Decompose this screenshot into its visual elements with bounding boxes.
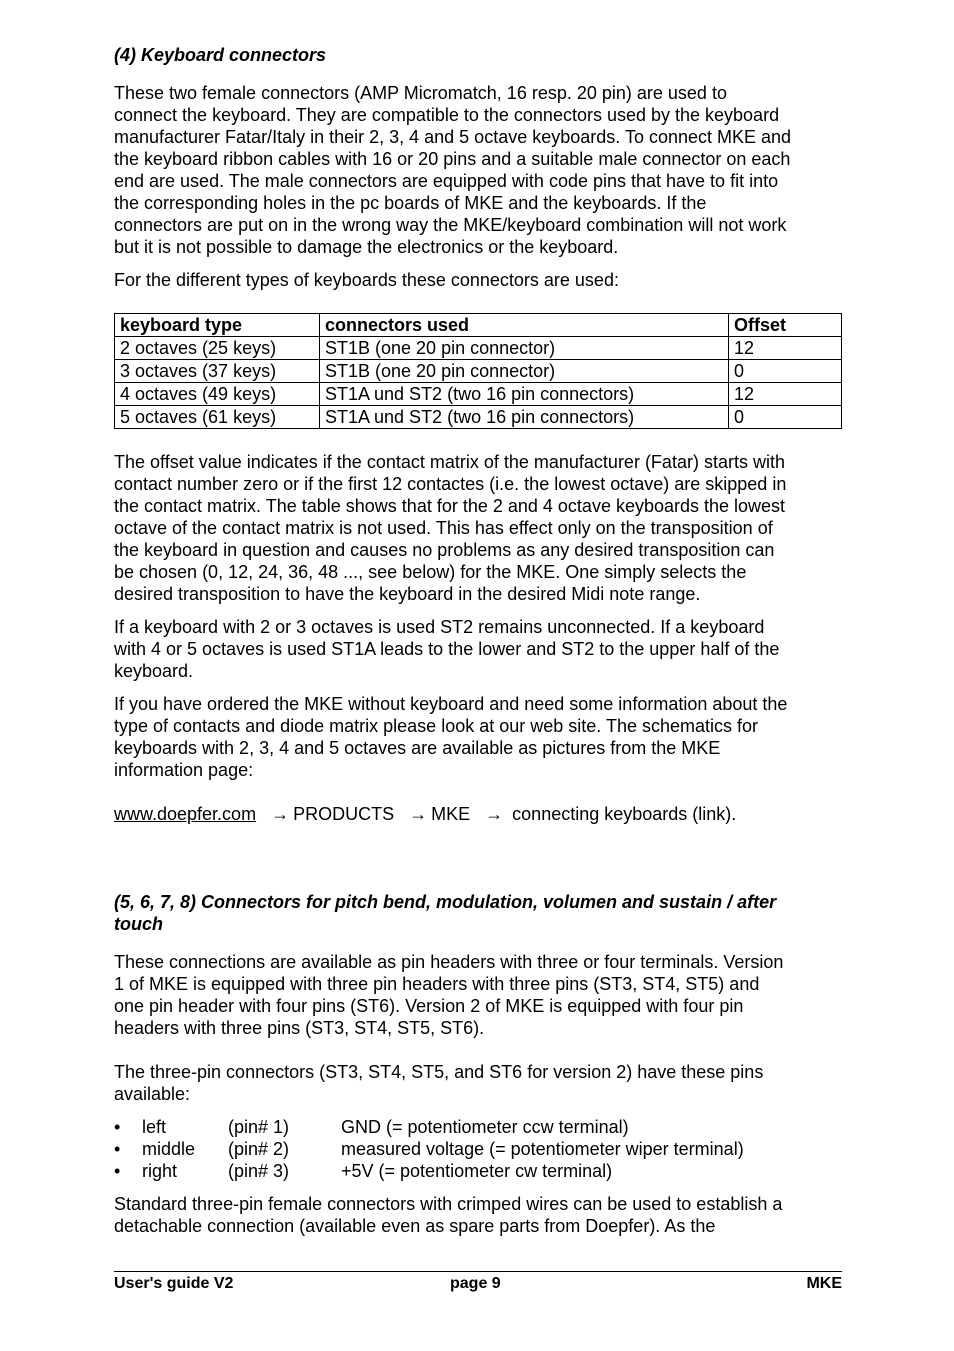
arrow-right-icon: → [485, 804, 504, 824]
table-cell: ST1B (one 20 pin connector) [320, 360, 729, 383]
table-cell: ST1B (one 20 pin connector) [320, 337, 729, 360]
table-row [115, 337, 842, 360]
paragraph-website-info: If you have ordered the MKE without keyboard and need some information about the type of contacts and diode matrix please look at our web site. The schematics for keyboards with 2, 3, 4 and 5 octaves are available as pictures from the MKE information page: [114, 694, 788, 780]
table-cell: 12 [729, 383, 842, 406]
paragraph-st2-usage: If a keyboard with 2 or 3 octaves is used ST2 remains unconnected. If a keyboard with 4 or 5 octaves is used ST1A leads to the lower and ST2 to the upper half of the keyboard. [114, 617, 780, 681]
table-cell: 2 octaves (25 keys) [115, 337, 320, 360]
paragraph-three-pin-intro: The three-pin connectors (ST3, ST4, ST5, and ST6 for version 2) have these pins available: [114, 1062, 764, 1104]
list-item: • left (pin# 1) GND (= potentiometer ccw terminal) [114, 1116, 842, 1138]
pin-list [114, 1116, 842, 1182]
page-footer [114, 1271, 842, 1292]
list-item: • middle (pin# 2) measured voltage (= potentiometer wiper terminal) [114, 1138, 842, 1160]
table-row [115, 406, 842, 429]
table-header-cell: Offset [729, 314, 842, 337]
navigation-path [114, 803, 842, 825]
paragraph-pin-headers: These connections are available as pin headers with three or four terminals. Version 1 of MKE is equipped with three pin headers with three pins (ST3, ST4, ST5) and one pin header with four pins (ST6). Version 2 of MKE is equipped with four pin headers with three pins (ST3, ST4, ST5, ST6). [114, 952, 784, 1038]
footer-page-number: page 9 [450, 1275, 501, 1292]
doepfer-website-link[interactable]: www.doepfer.com [114, 804, 257, 824]
keyboard-connector-table [114, 313, 842, 429]
list-item: • right (pin# 3) +5V (= potentiometer cw terminal) [114, 1160, 842, 1182]
table-cell: ST1A und ST2 (two 16 pin connectors) [320, 383, 729, 406]
table-header-cell: keyboard type [115, 314, 320, 337]
paragraph-connector-description: These two female connectors (AMP Micromatch, 16 resp. 20 pin) are used to connect the keyboard. They are compatible to the connectors used by the keyboard manufacturer Fatar/Italy in their 2, 3, 4 and 5 octave keyboards. To connect MKE and the keyboard ribbon cables with 16 or 20 pins and a suitable male connector on each end are used. The male connectors are equipped with code pins that have to fit into the corresponding holes in the pc boards of MKE and the keyboards. If the connectors are put on in the wrong way the MKE/keyboard combination will not work but it is not possible to damage the electronics or the keyboard. [114, 83, 792, 257]
page-content [114, 44, 842, 1237]
table-cell: ST1A und ST2 (two 16 pin connectors) [320, 406, 729, 429]
table-cell: 0 [729, 406, 842, 429]
section-heading-keyboard-connectors: (4) Keyboard connectors [114, 45, 327, 65]
table-header-cell: connectors used [320, 314, 729, 337]
paragraph-offset-explanation: The offset value indicates if the contact matrix of the manufacturer (Fatar) starts with contact number zero or if the first 12 contactes (i.e. the lowest octave) are skipped in the contact matrix. The table shows that for the 2 and 4 octave keyboards the lowest octave of the contact matrix is not used. This has effect only on the transposition of the keyboard in question and causes no problems as any desired transposition can be chosen (0, 12, 24, 36, 48 ..., see below) for the MKE. One simply selects the desired transposition to have the keyboard in the desired Midi note range. [114, 452, 787, 604]
table-header-row [115, 314, 842, 337]
table-row [115, 383, 842, 406]
table-cell: 3 octaves (37 keys) [115, 360, 320, 383]
nav-step-connecting-keyboards: connecting keyboards (link). [512, 804, 737, 824]
nav-step-products: PRODUCTS [293, 804, 395, 824]
footer-product-name: MKE [806, 1275, 842, 1292]
table-cell: 0 [729, 360, 842, 383]
arrow-right-icon: → [271, 804, 290, 824]
table-cell: 5 octaves (61 keys) [115, 406, 320, 429]
nav-step-mke: MKE [431, 804, 471, 824]
paragraph-female-connectors: Standard three-pin female connectors with crimped wires can be used to establish a detachable connection (available even as spare parts from Doepfer). As the [114, 1194, 783, 1236]
arrow-right-icon: → [409, 804, 428, 824]
table-cell: 4 octaves (49 keys) [115, 383, 320, 406]
paragraph-keyboard-types-intro: For the different types of keyboards these connectors are used: [114, 270, 619, 290]
table-row [115, 360, 842, 383]
table-cell: 12 [729, 337, 842, 360]
section-heading-controller-connectors: (5, 6, 7, 8) Connectors for pitch bend, modulation, volumen and sustain / after touch [114, 892, 777, 934]
footer-guide-version: User's guide V2 [114, 1275, 234, 1292]
